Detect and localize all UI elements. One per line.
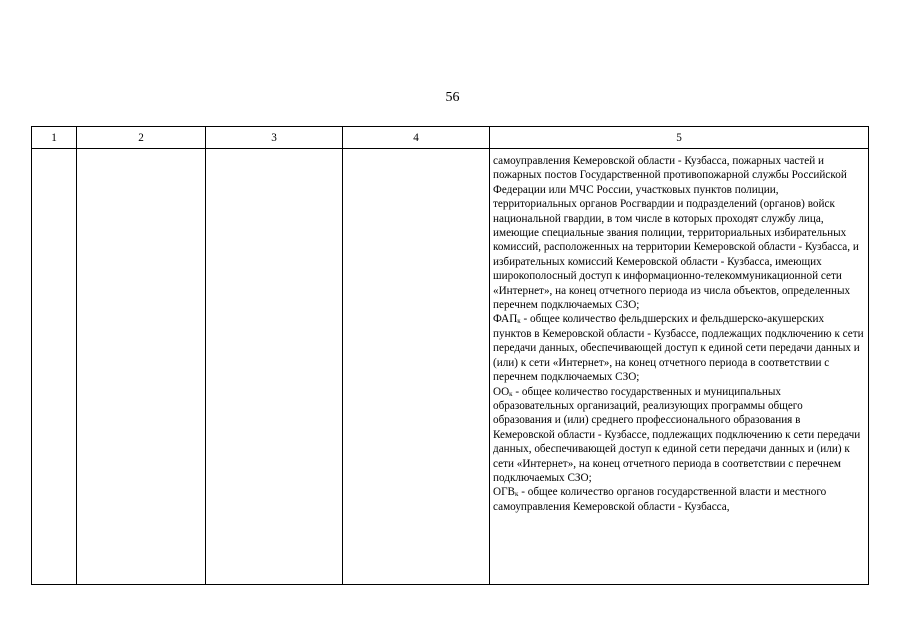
paragraph-oo xyxy=(493,385,864,486)
header-cell-5: 5 xyxy=(490,127,869,149)
definition-fap: - общее количество фельдшерских и фельдшерско-акушерских пунктов в Кемеровской области - Кузбассе, подлежащих подключению к сети передачи данных, обеспечивающей доступ к единой сети передачи данных и (или) к сети «Интернет», на конец отчетного периода в соответствии с перечнем подключаемых СЗО; xyxy=(493,313,864,384)
subscript-k: к xyxy=(509,389,513,398)
term-fap: ФАП xyxy=(493,313,518,326)
subscript-k: к xyxy=(515,490,519,499)
document-table xyxy=(31,126,869,585)
cell-col-5 xyxy=(490,149,869,585)
definition-ogv: - общее количество органов государственной власти и местного самоуправления Кемеровской области - Кузбасса, xyxy=(493,486,827,513)
subscript-k: к xyxy=(517,317,521,326)
paragraph-szo-continuation: самоуправления Кемеровской области - Кузбасса, пожарных частей и пожарных постов Государственной противопожарной службы Российской Федерации или МЧС России, участковых пунктов полиции, территориальных органов Росгвардии и подразделений (органов) войск национальной гвардии, в том числе в которых проходят службу лица, имеющие специальные звания полиции, территориальных избирательных комиссий, расположенных на территории Кемеровской области - Кузбасса, и избирательных комиссий Кемеровской области - Кузбасса, имеющих широкополосный доступ к информационно-телекоммуникационной сети «Интернет», на конец отчетного периода из числа объектов, определенных перечнем подключаемых СЗО; xyxy=(493,155,859,312)
header-cell-3: 3 xyxy=(206,127,343,149)
cell-col-3 xyxy=(206,149,343,585)
header-cell-2: 2 xyxy=(77,127,206,149)
definition-oo: - общее количество государственных и муниципальных образовательных организаций, реализующих программы общего образования и (или) среднего профессионального образования в Кемеровской области - Кузбассе, подлежащих подключению к сети передачи данных, обеспечивающей доступ к единой сети передачи данных и (или) к сети «Интернет», на конец отчетного периода в соответствии с перечнем подключаемых СЗО; xyxy=(493,385,861,484)
header-cell-4: 4 xyxy=(343,127,490,149)
cell-col-1 xyxy=(32,149,77,585)
header-cell-1: 1 xyxy=(32,127,77,149)
paragraph-fap xyxy=(493,312,864,384)
page-number: 56 xyxy=(445,90,460,105)
table-header-row xyxy=(32,127,869,149)
cell-col-4 xyxy=(343,149,490,585)
cell-col-2 xyxy=(77,149,206,585)
paragraph-ogv xyxy=(493,485,864,514)
table-row xyxy=(32,149,869,585)
term-ogv: ОГВ xyxy=(493,486,516,499)
term-oo: ОО xyxy=(493,385,510,398)
